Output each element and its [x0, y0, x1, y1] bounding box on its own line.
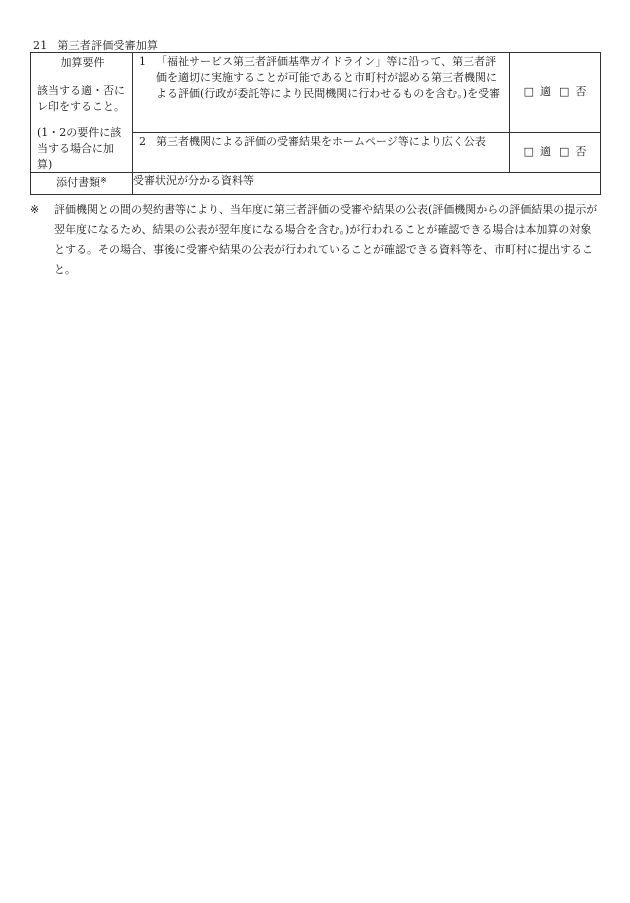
table-row: [31, 173, 601, 195]
requirement-1-checks: [510, 53, 601, 133]
requirements-label-cell: [31, 53, 133, 173]
applicability-note: (1・2の要件に該当する場合に加算): [37, 126, 122, 171]
attachment-label-cell: [31, 173, 133, 195]
checkbox-yes-2[interactable]: □: [523, 145, 534, 159]
footnote: [30, 200, 602, 280]
section-title-text: 第三者評価受審加算: [57, 39, 159, 52]
requirement-2-number: 2: [139, 134, 146, 148]
section-number: 21: [33, 39, 48, 52]
attachment-value: 受審状況が分かる資料等: [133, 173, 601, 195]
requirement-2-checks: [510, 132, 601, 172]
footnote-mark: ※: [30, 203, 40, 216]
checkbox-no-2[interactable]: □: [559, 145, 570, 159]
option-no-label: 否: [575, 145, 587, 159]
requirements-header: 加算要件: [60, 56, 105, 69]
attachment-label: 添付書類: [56, 176, 101, 189]
table-row: [31, 53, 601, 133]
requirements-table: [30, 52, 601, 195]
requirement-1-number: 1: [139, 55, 146, 68]
option-no-label: 否: [575, 85, 587, 99]
requirement-1-cell: [133, 53, 510, 133]
requirement-2-text: 第三者機関による評価の受審結果をホームページ等により広く公表: [156, 134, 486, 148]
requirement-1-text: 「福祉サービス第三者評価基準ガイドライン」等に沿って、第三者評価を適切に実施することが可能であると市町村が認める第三者機関による評価(行政が委託等により民間機関に行わせるものを含む。)を受審: [156, 55, 501, 100]
footnote-text: 評価機関との間の契約書等により、当年度に第三者評価の受審や結果の公表(評価機関からの評価結果の提示が翌年度になるため、結果の公表が翌年度になる場合を含む。)が行われることが確認できる場合は本加算の対象とする。その場合、事後に受審や結果の公表が行われていることが確認できる資料等を、市町村に提出すること。: [54, 203, 598, 276]
check-instruction: 該当する適・否にレ印をすること。: [37, 84, 125, 113]
option-yes-label: 適: [540, 145, 551, 159]
checkbox-yes-1[interactable]: □: [523, 85, 534, 99]
option-yes-label: 適: [540, 85, 551, 99]
requirement-2-cell: [133, 132, 510, 172]
attachment-mark: ※: [100, 176, 107, 185]
checkbox-no-1[interactable]: □: [559, 85, 570, 99]
